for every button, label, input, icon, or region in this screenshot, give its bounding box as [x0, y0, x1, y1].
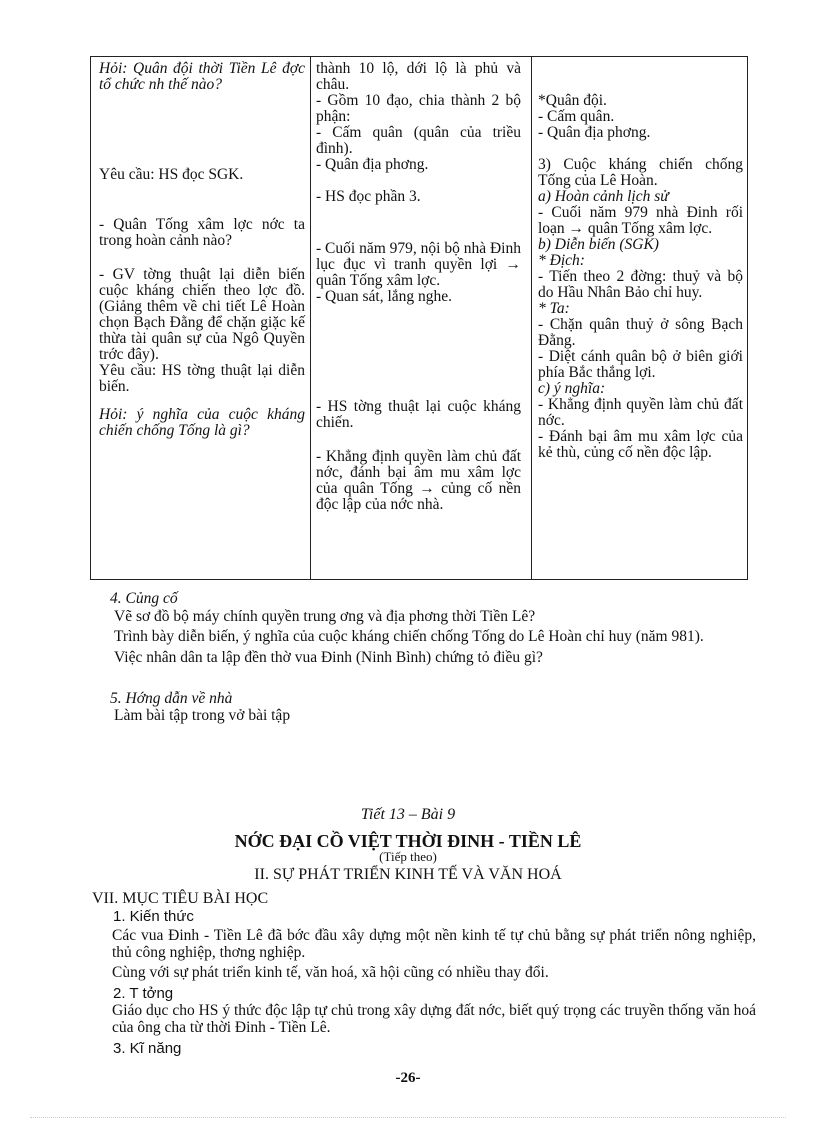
objectives-section — [0, 890, 816, 1057]
consolidation-question: Trình bày diễn biến, ý nghĩa của cuộc kháng chiến chống Tống do Lê Hoàn chỉ huy (năm 981). — [114, 628, 704, 645]
column-divider — [310, 57, 311, 579]
col3-line: - Quân địa phơng. — [538, 124, 651, 141]
col2-line: - Quân địa phơng. — [316, 156, 429, 173]
page-number: -26- — [395, 1070, 421, 1086]
col3-line: - Diệt cánh quân bộ ở biên giới phía Bắc thắng lợi. — [538, 348, 743, 381]
student-activity-column — [316, 61, 521, 513]
col2-line: - Gồm 10 đạo, chia thành 2 bộ phận: — [316, 92, 521, 125]
column-divider — [531, 57, 532, 579]
lesson-part: II. SỰ PHÁT TRIỂN KINH TẾ VÀ VĂN HOÁ — [254, 866, 562, 883]
col2-line: - Cuối năm 979, nội bộ nhà Đinh lục đục vì tranh quyền lợi → quân Tống xâm lợc. — [316, 240, 521, 289]
lesson-title: NỚC ĐẠI CỒ VIỆT THỜI ĐINH - TIỀN LÊ — [234, 831, 582, 851]
col2-line: - HS tờng thuật lại cuộc kháng chiến. — [316, 398, 521, 431]
skills-heading: 3. Kĩ năng — [113, 1040, 182, 1057]
col3-line: * Ta: — [538, 300, 570, 317]
col2-line: - Quan sát, lắng nghe. — [316, 288, 453, 305]
attitude-text: Giáo dục cho HS ý thức độc lập tự chủ trong xây dựng đất nớc, biết quý trọng các truyền thống văn hoá của ông cha từ thời Đinh - Tiền Lê. — [112, 1002, 756, 1036]
lesson-subtitle: (Tiếp theo) — [379, 849, 437, 864]
gv-narrate: - GV tờng thuật lại diễn biến cuộc kháng chiến theo lợc đồ. (Giảng thêm về chi tiết Lê Hoàn chọn Bạch Đằng để chặn giặc kế thừa tài quân sự của Ngô Quyền trớc đây). — [99, 266, 305, 363]
footer-divider — [30, 1117, 786, 1118]
content-column — [538, 61, 743, 461]
col3-line: - Tiến theo 2 đờng: thuỷ và bộ do Hầu Nhân Bảo chỉ huy. — [538, 268, 743, 301]
lesson-number: Tiết 13 – Bài 9 — [360, 806, 456, 823]
homework-text: Làm bài tập trong vở bài tập — [114, 707, 291, 724]
request-read-sgk: Yêu cầu: HS đọc SGK. — [99, 166, 244, 183]
col2-line: thành 10 lộ, dới lộ là phủ và châu. — [316, 60, 521, 93]
col3-line: - Đánh bại âm mu xâm lợc của kẻ thù, củng cố nền độc lập. — [538, 428, 743, 461]
section-heading: 4. Củng cố — [110, 590, 178, 607]
col3-line: - Cấm quân. — [538, 108, 615, 125]
homework-section — [0, 690, 816, 724]
col2-line: - HS đọc phần 3. — [316, 188, 421, 205]
col2-line: - Khẳng định quyền làm chủ đất nớc, đánh bại âm mu xâm lợc của quân Tống → củng cố nền độc lập của nớc nhà. — [316, 448, 521, 513]
consolidation-question: Việc nhân dân ta lập đền thờ vua Đinh (Ninh Bình) chứng tỏ điều gì? — [114, 649, 543, 666]
attitude-heading: 2. T tởng — [113, 985, 174, 1002]
request-narrate: Yêu cầu: HS tờng thuật lại diễn biến. — [99, 362, 305, 395]
col2-line: - Cấm quân (quân của triều đình). — [316, 124, 521, 157]
knowledge-text: Cùng với sự phát triển kinh tế, văn hoá, xã hội cũng có nhiều thay đổi. — [112, 964, 549, 981]
col3-line: c) ý nghĩa: — [538, 380, 606, 397]
question-army: Hỏi: Quân đội thời Tiền Lê đợc tổ chức nh thế nào? — [99, 60, 305, 93]
objectives-heading: VII. MỤC TIÊU BÀI HỌC — [92, 890, 269, 907]
question-song-invasion: - Quân Tống xâm lợc nớc ta trong hoàn cảnh nào? — [99, 216, 305, 249]
knowledge-text: Các vua Đinh - Tiền Lê đã bớc đầu xây dựng một nền kinh tế tự chủ bằng sự phát triển nông nghiệp, thủ công nghiệp, thơng nghiệp. — [112, 927, 756, 961]
col3-line: *Quân đội. — [538, 92, 607, 109]
col3-line: a) Hoàn cảnh lịch sử — [538, 188, 669, 205]
col3-line: * Địch: — [538, 252, 585, 269]
col3-line: - Khẳng định quyền làm chủ đất nớc. — [538, 396, 743, 429]
consolidation-question: Vẽ sơ đồ bộ máy chính quyền trung ơng và địa phơng thời Tiền Lê? — [114, 608, 536, 625]
consolidation-section — [0, 590, 816, 666]
teacher-activity-column — [99, 61, 305, 439]
lesson-header — [0, 806, 816, 883]
col3-line: 3) Cuộc kháng chiến chống Tống của Lê Hoàn. — [538, 156, 743, 189]
section-heading: 5. Hớng dẫn về nhà — [110, 690, 233, 707]
col3-line: b) Diễn biến (SGK) — [538, 236, 659, 253]
question-significance: Hỏi: ý nghĩa của cuộc kháng chiến chống Tống là gì? — [99, 406, 305, 439]
lesson-table — [90, 56, 748, 580]
col3-line: - Cuối năm 979 nhà Đinh rối loạn → quân Tống xâm lợc. — [538, 204, 743, 237]
col3-line: - Chặn quân thuỷ ở sông Bạch Đằng. — [538, 316, 743, 349]
knowledge-heading: 1. Kiến thức — [113, 908, 194, 925]
